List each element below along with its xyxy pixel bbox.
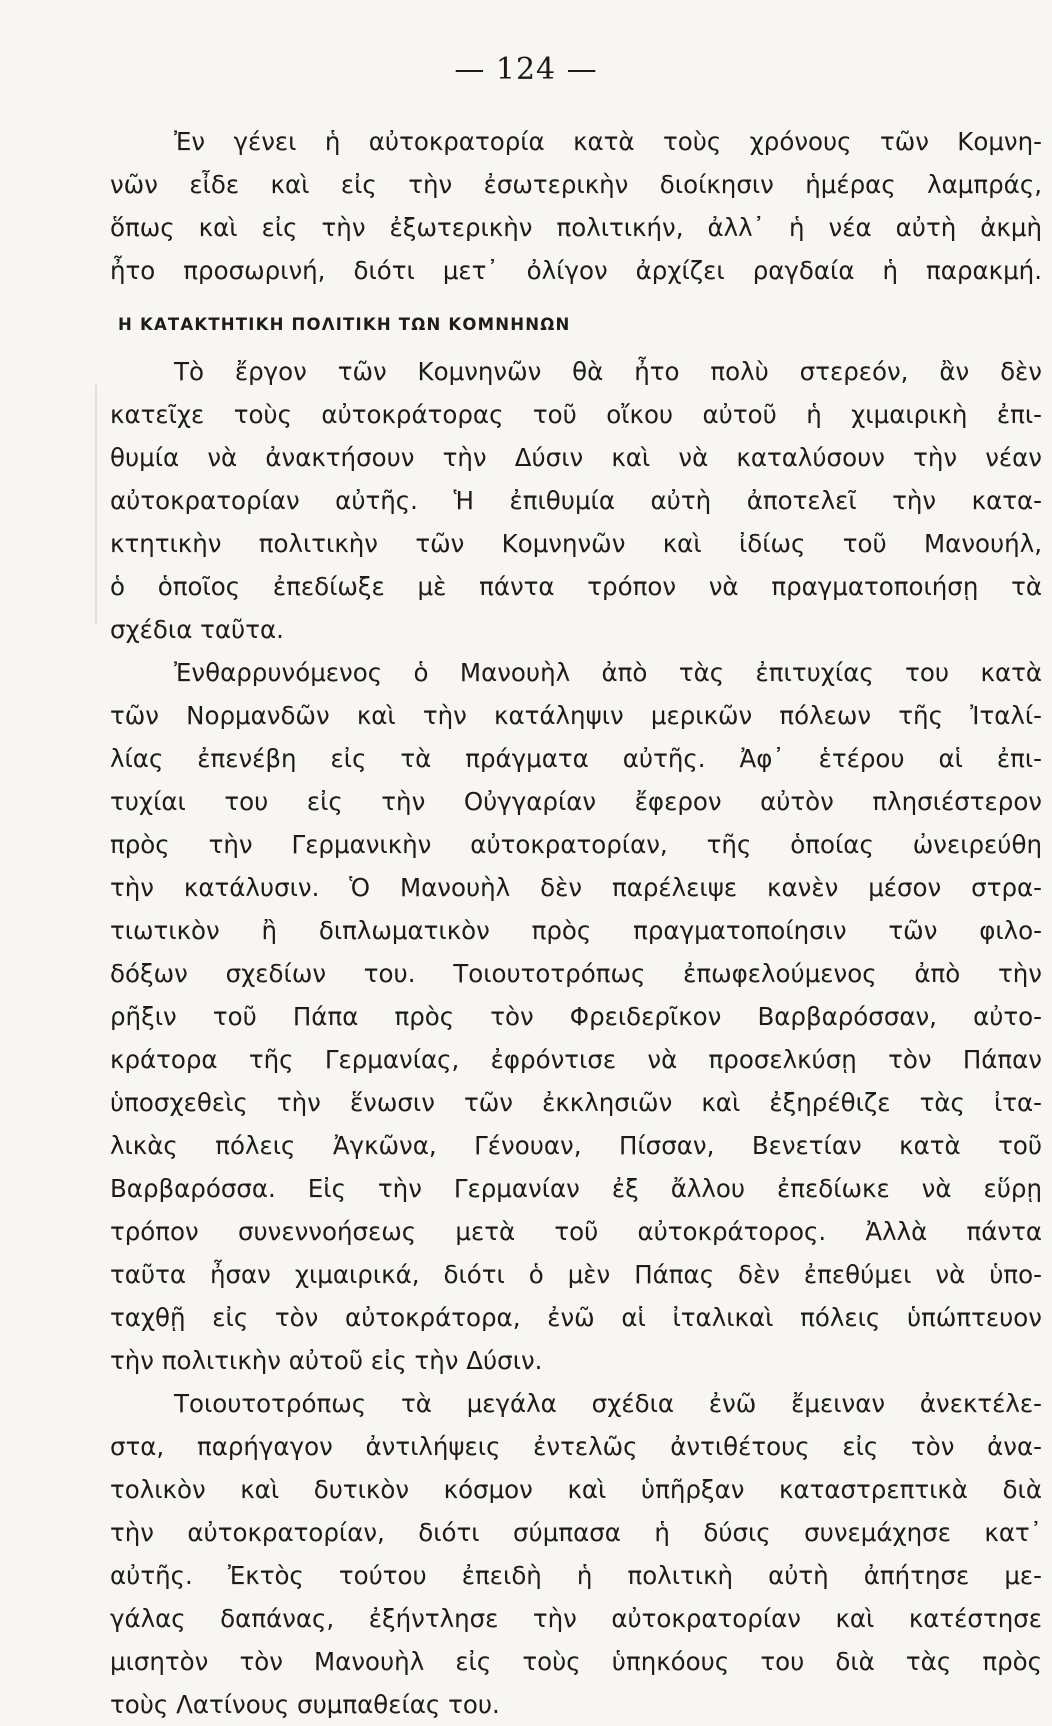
text-line: Ἐν γένει ἡ αὐτοκρατορία κατὰ τοὺς χρόνους τῶν Κομνη-: [174, 127, 1042, 156]
paragraph-4: [110, 1382, 1042, 1726]
text-line: πρὸς τὴν Γερμανικὴν αὐτοκρατορίαν, τῆς ὁποίας ὠνειρεύθη: [110, 830, 1042, 859]
page-body: [110, 120, 1042, 1726]
text-line: μισητὸν τὸν Μανουὴλ εἰς τοὺς ὑπηκόους του διὰ τὰς πρὸς: [110, 1647, 1042, 1676]
text-line: αὐτοκρατορίαν αὐτῆς. Ἡ ἐπιθυμία αὐτὴ ἀποτελεῖ τὴν κατα-: [110, 486, 1042, 515]
text-line: ὑποσχεθεὶς τὴν ἕνωσιν τῶν ἐκκλησιῶν καὶ ἐξηρέθιζε τὰς ἰτα-: [110, 1088, 1042, 1117]
text-line: ταχθῇ εἰς τὸν αὐτοκράτορα, ἐνῶ αἱ ἰταλικαὶ πόλεις ὑπώπτευον: [110, 1303, 1042, 1332]
text-line: Τοιουτοτρόπως τὰ μεγάλα σχέδια ἐνῶ ἔμειναν ἀνεκτέλε-: [174, 1389, 1042, 1418]
section-heading: Η ΚΑΤΑΚΤΗΤΙΚΗ ΠΟΛΙΤΙΚΗ ΤΩΝ ΚΟΜΝΗΝΩΝ: [118, 315, 571, 334]
text-line: ἦτο προσωρινή, διότι μετ᾽ ὀλίγον ἀρχίζει ραγδαία ἡ παρακμή.: [110, 256, 1042, 285]
text-line: ὁ ὁποῖος ἐπεδίωξε μὲ πάντα τρόπον νὰ πραγματοποιήσῃ τὰ: [110, 572, 1042, 601]
paragraph-1: [110, 120, 1042, 292]
text-line: Βαρβαρόσσα. Εἰς τὴν Γερμανίαν ἐξ ἄλλου ἐπεδίωκε νὰ εὕρῃ: [110, 1174, 1042, 1203]
text-line: ὅπως καὶ εἰς τὴν ἐξωτερικὴν πολιτικήν, ἀλλ᾽ ἡ νέα αὐτὴ ἀκμὴ: [110, 213, 1042, 242]
paragraph-3: [110, 651, 1042, 1382]
text-line: τὴν πολιτικὴν αὐτοῦ εἰς τὴν Δύσιν.: [110, 1346, 543, 1375]
paragraph-2: [110, 350, 1042, 651]
text-line: Ἐνθαρρυνόμενος ὁ Μανουὴλ ἀπὸ τὰς ἐπιτυχίας του κατὰ: [174, 658, 1042, 687]
text-line: λίας ἐπενέβη εἰς τὰ πράγματα αὐτῆς. Ἀφ᾽ ἑτέρου αἱ ἐπι-: [110, 744, 1042, 773]
text-line: σχέδια ταῦτα.: [110, 615, 284, 644]
text-line: τῶν Νορμανδῶν καὶ τὴν κατάληψιν μερικῶν πόλεων τῆς Ἰταλί-: [110, 701, 1042, 730]
text-line: ταῦτα ἦσαν χιμαιρικά, διότι ὁ μὲν Πάπας δὲν ἐπεθύμει νὰ ὑπο-: [110, 1260, 1042, 1289]
text-line: τοὺς Λατίνους συμπαθείας του.: [110, 1690, 500, 1719]
text-line: κατεῖχε τοὺς αὐτοκράτορας τοῦ οἴκου αὐτοῦ ἡ χιμαιρικὴ ἐπι-: [110, 400, 1042, 429]
text-line: τρόπον συνεννοήσεως μετὰ τοῦ αὐτοκράτορος. Ἀλλὰ πάντα: [110, 1217, 1042, 1246]
text-line: ρῆξιν τοῦ Πάπα πρὸς τὸν Φρειδερῖκον Βαρβαρόσσαν, αὐτο-: [110, 1002, 1042, 1031]
text-line: γάλας δαπάνας, ἐξήντλησε τὴν αὐτοκρατορίαν καὶ κατέστησε: [110, 1604, 1042, 1633]
text-line: στα, παρήγαγον ἀντιλήψεις ἐντελῶς ἀντιθέτους εἰς τὸν ἀνα-: [110, 1432, 1042, 1461]
text-line: τὴν αὐτοκρατορίαν, διότι σύμπασα ἡ δύσις συνεμάχησε κατ᾽: [110, 1518, 1042, 1547]
text-line: Τὸ ἔργον τῶν Κομνηνῶν θὰ ἦτο πολὺ στερεόν, ἂν δὲν: [174, 357, 1042, 386]
text-line: αὐτῆς. Ἐκτὸς τούτου ἐπειδὴ ἡ πολιτικὴ αὐτὴ ἀπήτησε με-: [110, 1561, 1042, 1590]
text-line: δόξων σχεδίων του. Τοιουτοτρόπως ἐπωφελούμενος ἀπὸ τὴν: [110, 959, 1042, 988]
text-line: κτητικὴν πολιτικὴν τῶν Κομνηνῶν καὶ ἰδίως τοῦ Μανουήλ,: [110, 529, 1042, 558]
margin-mark: [95, 385, 97, 625]
text-line: τὴν κατάλυσιν. Ὁ Μανουὴλ δὲν παρέλειψε κανὲν μέσον στρα-: [110, 873, 1042, 902]
page-number: — 124 —: [454, 52, 598, 87]
text-line: λικὰς πόλεις Ἀγκῶνα, Γένουαν, Πίσσαν, Βενετίαν κατὰ τοῦ: [110, 1131, 1042, 1160]
text-line: θυμία νὰ ἀνακτήσουν τὴν Δύσιν καὶ νὰ καταλύσουν τὴν νέαν: [110, 443, 1042, 472]
text-line: τυχίαι του εἰς τὴν Οὐγγαρίαν ἔφερον αὐτὸν πλησιέστερον: [110, 787, 1042, 816]
text-line: κράτορα τῆς Γερμανίας, ἐφρόντισε νὰ προσελκύσῃ τὸν Πάπαν: [110, 1045, 1042, 1074]
text-line: τιωτικὸν ἢ διπλωματικὸν πρὸς πραγματοποίησιν τῶν φιλο-: [110, 916, 1042, 945]
text-line: τολικὸν καὶ δυτικὸν κόσμον καὶ ὑπῆρξαν καταστρεπτικὰ διὰ: [110, 1475, 1042, 1504]
text-line: νῶν εἶδε καὶ εἰς τὴν ἐσωτερικὴν διοίκησιν ἡμέρας λαμπράς,: [110, 170, 1042, 199]
